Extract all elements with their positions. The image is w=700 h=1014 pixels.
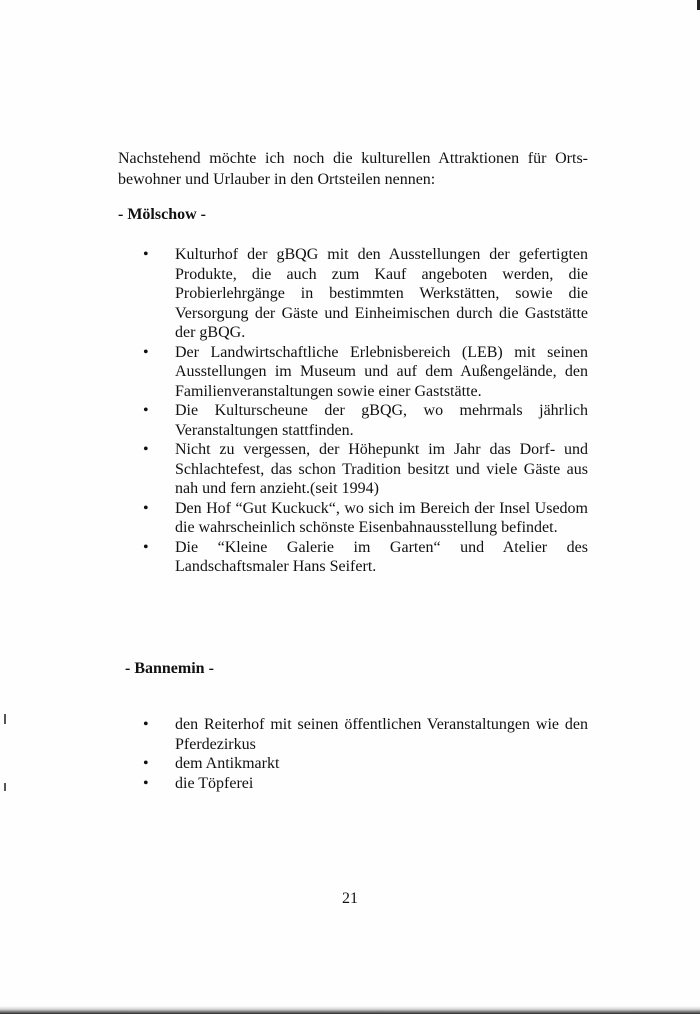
list-item-text: Der Landwirtschaftliche Erlebnisbereich (LEB) mit seinen Ausstellungen im Museum und auf dem Außengelände, den Familienveranstaltungen sowie einer Gaststätte. <box>175 343 588 400</box>
bullet-icon: • <box>143 441 149 458</box>
list-item <box>143 715 588 754</box>
scan-edge-bottom <box>0 1006 700 1014</box>
list-item <box>143 754 588 774</box>
intro-paragraph: Nachstehend möchte ich noch die kulturellen Attraktionen für Orts-bewohner und Urlauber in den Ortsteilen nennen: <box>118 150 588 188</box>
list-item <box>143 774 588 794</box>
list-item <box>143 343 588 402</box>
section-heading-bannemin: - Bannemin - <box>125 660 214 677</box>
bullet-icon: • <box>143 774 149 792</box>
bullet-list-moelschow <box>143 245 588 577</box>
list-item-text: Kulturhof der gBQG mit den Ausstellungen der gefertigten Produkte, die auch zum Kauf angeboten werden, die Probierlehrgänge in bestimmten Werkstätten, sowie die Versorgung der Gäste und Einheimischen durch die Gaststätte der gBQG. <box>175 246 588 341</box>
list-item <box>143 245 588 343</box>
list-item <box>143 401 588 440</box>
bullet-icon: • <box>143 246 149 263</box>
list-item-text: dem Antikmarkt <box>175 755 280 772</box>
list-item-text: Die “Kleine Galerie im Garten“ und Atelier des Landschaftsmaler Hans Seifert. <box>175 538 588 575</box>
bullet-icon: • <box>143 755 149 772</box>
list-item-text: die Töpferei <box>175 774 254 792</box>
bullet-icon: • <box>143 402 149 419</box>
list-item-text: Den Hof “Gut Kuckuck“, wo sich im Bereich der Insel Usedom die wahrscheinlich schönste Eisenbahnausstellung befindet. <box>175 499 588 536</box>
list-item <box>143 440 588 499</box>
margin-mark <box>4 783 6 791</box>
list-item-text: Die Kulturscheune der gBQG, wo mehrmals jährlich Veranstaltungen stattfinden. <box>175 402 588 439</box>
list-item-text: den Reiterhof mit seinen öffentlichen Veranstaltungen wie den Pferdezirkus <box>175 716 588 753</box>
list-item-text: Nicht zu vergessen, der Höhepunkt im Jahr das Dorf- und Schlachtefest, das schon Tradition besitzt und viele Gäste aus nah und fern anzieht.(seit 1994) <box>175 441 588 497</box>
bullet-list-bannemin <box>143 715 588 793</box>
bullet-icon: • <box>143 499 149 517</box>
list-item <box>143 538 588 577</box>
bullet-icon: • <box>143 716 149 733</box>
section-heading-moelschow: - Mölschow - <box>118 206 206 223</box>
list-item <box>143 499 588 538</box>
margin-mark <box>4 714 6 724</box>
bullet-icon: • <box>143 343 149 361</box>
bullet-icon: • <box>143 538 149 556</box>
page-number: 21 <box>342 890 358 907</box>
